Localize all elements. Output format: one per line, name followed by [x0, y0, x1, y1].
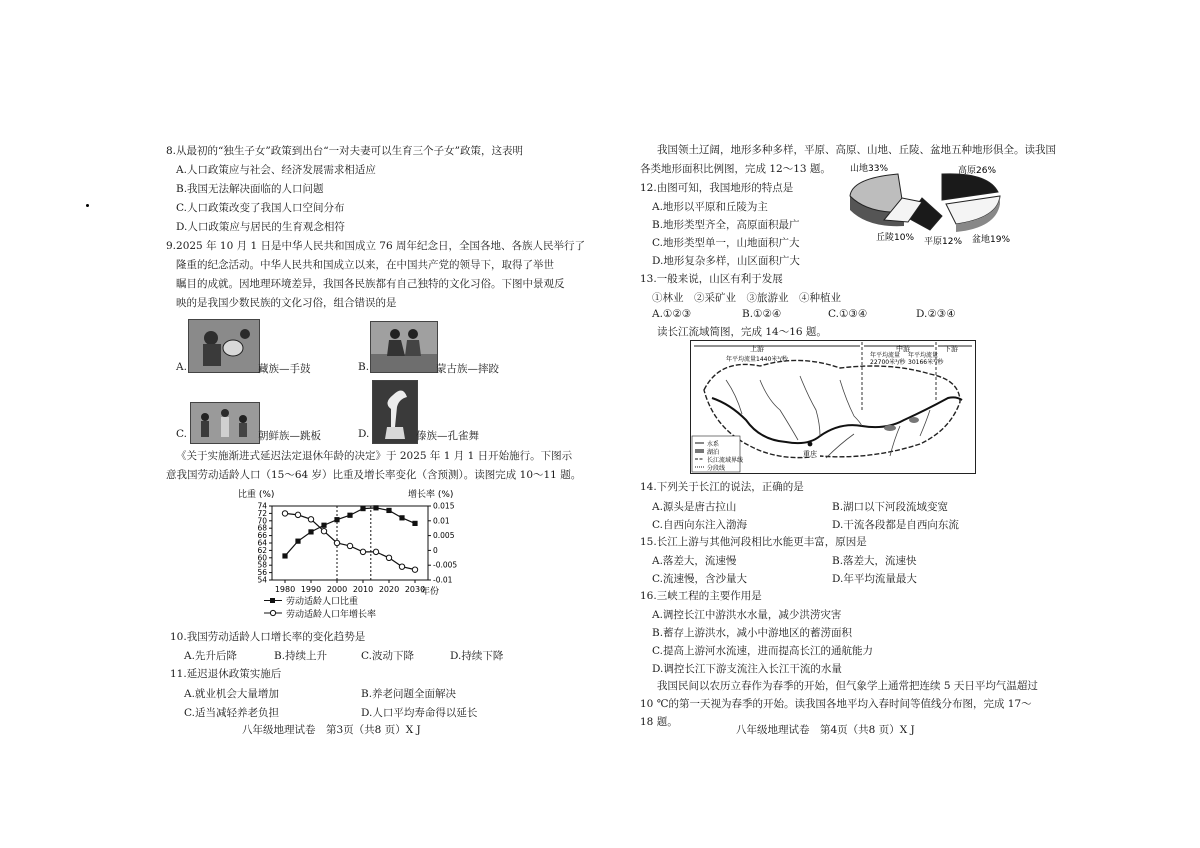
y-right-tick-label: 0.015	[433, 501, 455, 511]
q10-option-a: A.先升后降	[184, 650, 237, 662]
rate-data-point	[412, 567, 417, 572]
chart-plot-area	[257, 502, 457, 595]
q15-stem: 15.长江上游与其他河段相比水能更丰富，原因是	[640, 536, 867, 548]
q11-option-a: A.就业机会大量增加	[184, 688, 279, 700]
y-left-tick-label: 74	[257, 501, 267, 511]
rate-data-point	[373, 549, 378, 554]
q14-option-b: B.湖口以下河段流域变宽	[832, 501, 949, 513]
left-page-footer: 八年级地理试卷 第3页（共8 页）X J	[242, 724, 421, 736]
ratio-data-point	[399, 515, 404, 520]
rate-data-point	[295, 512, 300, 517]
map-flow-lower-2: 30166米³/秒	[908, 359, 944, 366]
q12-option-c: C.地形类型单一，山地面积广大	[652, 237, 800, 249]
ratio-data-point	[360, 506, 365, 511]
labor-population-chart	[230, 486, 470, 626]
ratio-data-point	[308, 529, 313, 534]
q11-option-c: C.适当减轻养老负担	[184, 707, 279, 719]
q9-stem-line3: 瞩目的成就。因地理环境差异，我国各民族都有自己独特的文化习俗。下图中景观反	[176, 278, 565, 290]
pie-slice-basin	[946, 196, 1000, 232]
q9-stem-line1: 9.2025 年 10 月 1 日是中华人民共和国成立 76 周年纪念日，全国各地、各族人民举行了	[166, 240, 586, 252]
q10-stem: 10.我国劳动适龄人口增长率的变化趋势是	[170, 631, 366, 643]
seesaw-illustration	[191, 403, 259, 443]
q12-stem: 12.由图可知，我国地形的特点是	[640, 182, 794, 194]
x-tick-label: 1990	[300, 585, 322, 594]
y-right-tick-label: 0.01	[433, 516, 450, 526]
q16-stem: 16.三峡工程的主要作用是	[640, 590, 762, 602]
y-left-tick-label: 56	[257, 568, 267, 578]
x-tick-label: 2010	[352, 585, 374, 594]
q14-option-a: A.源头是唐古拉山	[652, 501, 737, 513]
ratio-data-point	[412, 521, 417, 526]
map-label-upper: 上游	[750, 345, 764, 353]
tibetan-drum-illustration	[189, 320, 259, 372]
map-legend-boundary: 长江流域界线	[707, 457, 744, 464]
peacock-dance-illustration	[373, 381, 417, 443]
q8-stem: 8.从最初的“独生子女”政策到出台“一对夫妻可以生育三个子女”政策，这表明	[166, 145, 523, 157]
intro-17-line1: 我国民间以农历立春作为春季的开始，但气象学上通常把连续 5 天日平均气温超过	[657, 680, 1038, 692]
y-right-tick-label: -0.005	[433, 560, 458, 570]
q11-stem: 11.延迟退休政策实施后	[170, 668, 282, 680]
y-left-tick-label: 58	[257, 560, 267, 570]
intro-10-line2: 意我国劳动适龄人口（15～64 岁）比重及增长率变化（含预测）。读图完成 10～11 题。	[166, 469, 582, 481]
yangtze-basin-map	[690, 340, 976, 474]
q15-option-a: A.落差大，流速慢	[652, 555, 737, 567]
map-label-lower: 下游	[944, 345, 958, 353]
q9-option-d-text: 傣族—孔雀舞	[416, 430, 479, 442]
q8-option-d: D.人口政策应与居民的生育观念相符	[176, 221, 345, 233]
q9-option-c-letter: C.	[176, 428, 187, 440]
chart-right-axis-title: 增长率 (%)	[408, 490, 454, 500]
q11-option-d: D.人口平均寿命得以延长	[361, 707, 478, 719]
q8-option-a: A.人口政策应与社会、经济发展需求相适应	[176, 164, 376, 176]
q10-option-d: D.持续下降	[450, 650, 504, 662]
rate-data-point	[334, 540, 339, 545]
map-city-chongqing: 重庆	[803, 450, 817, 458]
map-legend-section: 分段线	[707, 465, 726, 472]
map-flow-lower-1: 年平均流量	[908, 352, 939, 359]
q14-option-d: D.干流各段都是自西向东流	[832, 519, 959, 531]
q9-option-b-text: 蒙古族—摔跤	[436, 363, 499, 375]
q16-option-d: D.调控长江下游支流注入长江干流的水量	[652, 663, 842, 675]
y-left-tick-label: 54	[257, 575, 267, 585]
q16-option-c: C.提高上游河水流速，进而提高长江的通航能力	[652, 645, 873, 657]
q16-option-b: B.蓄存上游洪水，减小中游地区的蓄涝面积	[652, 627, 853, 639]
rate-data-point	[282, 511, 287, 516]
q8-option-c: C.人口政策改变了我国人口空间分布	[176, 202, 345, 214]
intro-12-line1: 我国领土辽阔，地形多种多样，平原、高原、山地、丘陵、盆地五种地形俱全。读我国	[657, 144, 1056, 156]
rate-data-point	[386, 555, 391, 560]
q15-option-b: B.落差大，流速快	[832, 555, 917, 567]
y-left-tick-label: 62	[257, 545, 267, 555]
q9-option-b-letter: B.	[358, 361, 370, 373]
terrain-pie-chart	[838, 158, 1010, 248]
x-tick-label: 2030	[404, 585, 426, 594]
mongolian-wrestling-photo	[370, 321, 438, 373]
y-right-tick-label: 0	[433, 545, 438, 555]
legend-lake-icon	[695, 449, 704, 453]
q9-stem-line2: 隆重的纪念活动。中华人民共和国成立以来，在中国共产党的领导下，取得了举世	[176, 259, 554, 271]
q15-option-c: C.流速慢，含沙量大	[652, 573, 747, 585]
q13-option-d: D.②③④	[916, 308, 956, 320]
q13-stem: 13.一般来说，山区有利于发展	[640, 273, 783, 285]
chart-x-suffix: 年份	[421, 587, 440, 597]
y-left-tick-label: 68	[257, 523, 267, 533]
q11-option-b: B.养老问题全面解决	[361, 688, 457, 700]
legend-rate-label: 劳动适龄人口年增长率	[286, 610, 377, 620]
legend-rate-marker	[270, 610, 275, 615]
legend-ratio-label: 劳动适龄人口比重	[286, 597, 359, 607]
intro-17-line3: 18 题。	[640, 716, 678, 728]
q12-option-a: A.地形以平原和丘陵为主	[652, 201, 768, 213]
q9-option-a-letter: A.	[176, 361, 187, 373]
q9-stem-line4: 映的是我国少数民族的文化习俗，组合错误的是	[176, 297, 397, 309]
series-line-circle	[285, 513, 415, 569]
intro-17-line2: 10 ℃的第一天视为春季的开始。读我国各地平均入春时间等值线分布图，完成 17～	[640, 698, 1032, 710]
dai-peacock-dance-photo	[372, 380, 418, 444]
intro-10-line1: 《关于实施渐进式延迟法定退休年龄的决定》于 2025 年 1 月 1 日开始施行。下图示	[176, 450, 573, 462]
pie-label-mountain: 山地33%	[850, 164, 889, 174]
y-left-tick-label: 60	[257, 553, 267, 563]
q13-option-c: C.①③④	[828, 308, 868, 320]
y-right-tick-label: -0.01	[433, 575, 453, 585]
q10-option-c: C.波动下降	[361, 650, 414, 662]
rate-data-point	[308, 517, 313, 522]
rate-data-point	[347, 543, 352, 548]
q14-stem: 14.下列关于长江的说法，正确的是	[640, 481, 804, 493]
tibetan-drum-photo	[188, 319, 260, 373]
map-legend-river: 水系	[707, 441, 720, 448]
q9-option-c-text: 朝鲜族—跳板	[258, 430, 321, 442]
q12-option-b: B.地形类型齐全，高原面积最广	[652, 219, 800, 231]
intro-14: 读长江流域简图，完成 14～16 题。	[657, 326, 827, 338]
y-left-tick-label: 72	[257, 508, 267, 518]
y-left-tick-label: 66	[257, 531, 267, 541]
right-page	[600, 0, 1200, 848]
q13-option-b: B.①②④	[742, 308, 782, 320]
ratio-data-point	[295, 539, 300, 544]
pie-label-plain: 平原12%	[924, 237, 963, 247]
q12-option-d: D.地形复杂多样，山区面积广大	[652, 255, 800, 267]
wrestling-illustration	[371, 322, 437, 372]
q13-items: ①林业 ②采矿业 ③旅游业 ④种植业	[652, 292, 841, 304]
q9-option-a-text: 藏族—手鼓	[258, 363, 311, 375]
pie-label-hill: 丘陵10%	[876, 233, 915, 243]
map-legend-lake: 湖泊	[707, 449, 720, 456]
pie-slice-plateau	[942, 174, 998, 200]
rate-data-point	[399, 564, 404, 569]
korean-seesaw-photo	[190, 402, 260, 444]
rate-data-point	[360, 549, 365, 554]
y-left-tick-label: 64	[257, 538, 267, 548]
q15-option-d: D.年平均流量最大	[832, 573, 917, 585]
q13-option-a: A.①②③	[652, 308, 692, 320]
right-page-footer: 八年级地理试卷 第4页（共8 页）X J	[736, 724, 915, 736]
ratio-data-point	[347, 513, 352, 518]
pie-label-plateau: 高原26%	[958, 166, 997, 176]
city-marker-icon	[808, 442, 813, 447]
intro-12-line2: 各类地形面积比例图，完成 12～13 题。	[640, 163, 831, 175]
q16-option-a: A.调控长江中游洪水水量，减少洪涝灾害	[652, 609, 842, 621]
pie-label-basin: 盆地19%	[972, 235, 1010, 245]
scan-dot	[86, 204, 89, 207]
map-label-middle: 中游	[896, 345, 910, 353]
x-tick-label: 2000	[326, 585, 348, 594]
x-tick-label: 2020	[378, 585, 400, 594]
ratio-data-point	[373, 505, 378, 510]
chart-left-axis-title: 比重 (%)	[238, 490, 275, 500]
y-left-tick-label: 70	[257, 516, 267, 526]
ratio-data-point	[321, 523, 326, 528]
map-flow-middle-2: 22700米³/秒	[870, 359, 906, 366]
map-flow-middle-1: 年平均流量	[870, 352, 901, 359]
x-tick-label: 1980	[274, 585, 296, 594]
q9-option-d-letter: D.	[358, 428, 370, 440]
y-right-tick-label: 0.005	[433, 531, 455, 541]
map-flow-upper: 年平均流量1440米³/秒	[726, 356, 788, 363]
q8-option-b: B.我国无法解决面临的人口问题	[176, 183, 324, 195]
q10-option-b: B.持续上升	[274, 650, 328, 662]
rate-data-point	[321, 528, 326, 533]
q14-option-c: C.自西向东注入渤海	[652, 519, 747, 531]
ratio-data-point	[282, 553, 287, 558]
ratio-data-point	[334, 517, 339, 522]
ratio-data-point	[386, 508, 391, 513]
